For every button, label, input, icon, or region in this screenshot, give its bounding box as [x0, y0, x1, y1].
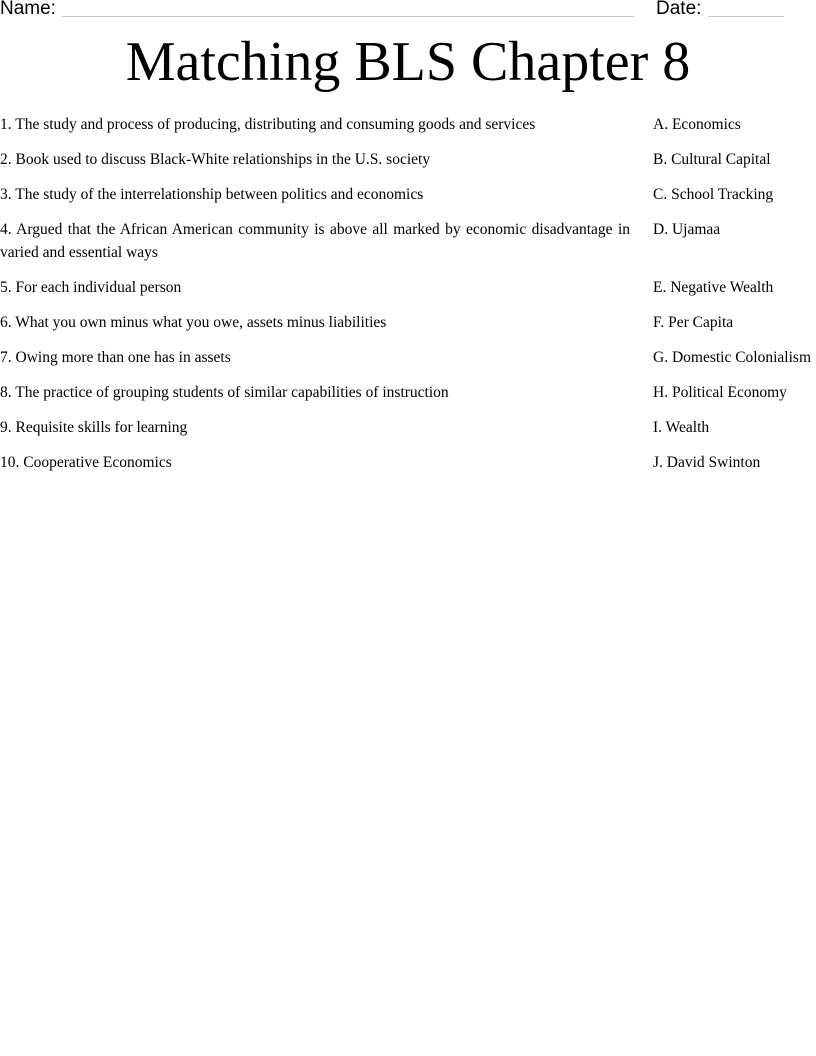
question-text: 6. What you own minus what you owe, assets minus liabilities	[0, 314, 387, 331]
answer-option: B. Cultural Capital	[653, 151, 771, 168]
page-title: Matching BLS Chapter 8	[125, 31, 691, 93]
answer-option: J. David Swinton	[653, 454, 761, 471]
matching-list	[0, 113, 816, 486]
name-label: Name:	[0, 0, 56, 19]
answer-option: E. Negative Wealth	[653, 279, 774, 296]
question-text: 2. Book used to discuss Black-White relationships in the U.S. society	[0, 151, 431, 168]
worksheet-header	[0, 0, 816, 22]
matching-row	[0, 148, 816, 171]
matching-row	[0, 113, 816, 136]
question-text: 3. The study of the interrelationship between politics and economics	[0, 186, 424, 203]
date-blank-line	[708, 16, 784, 17]
answer-option: D. Ujamaa	[653, 221, 721, 238]
answer-option: H. Political Economy	[653, 384, 787, 401]
question-text: 10. Cooperative Economics	[0, 454, 172, 471]
answer-option: C. School Tracking	[653, 186, 774, 203]
answer-option: I. Wealth	[653, 419, 710, 436]
answer-option: A. Economics	[653, 116, 741, 133]
question-text: 9. Requisite skills for learning	[0, 419, 188, 436]
question-text: 8. The practice of grouping students of similar capabilities of instruction	[0, 384, 449, 401]
matching-row	[0, 276, 816, 299]
matching-row	[0, 218, 816, 264]
question-text: 5. For each individual person	[0, 279, 182, 296]
answer-option: G. Domestic Colonialism	[653, 349, 812, 366]
answer-option: F. Per Capita	[653, 314, 734, 331]
matching-row	[0, 346, 816, 369]
question-text: 7. Owing more than one has in assets	[0, 349, 231, 366]
matching-row	[0, 381, 816, 404]
question-text: 4. Argued that the African American community is above all marked by economic disadvantage in varied and essential ways	[0, 221, 630, 261]
matching-row	[0, 311, 816, 334]
matching-row	[0, 451, 816, 474]
question-text: 1. The study and process of producing, distributing and consuming goods and services	[0, 116, 536, 133]
date-label: Date:	[656, 0, 702, 19]
matching-row	[0, 416, 816, 439]
name-blank-line	[62, 16, 634, 17]
matching-row	[0, 183, 816, 206]
